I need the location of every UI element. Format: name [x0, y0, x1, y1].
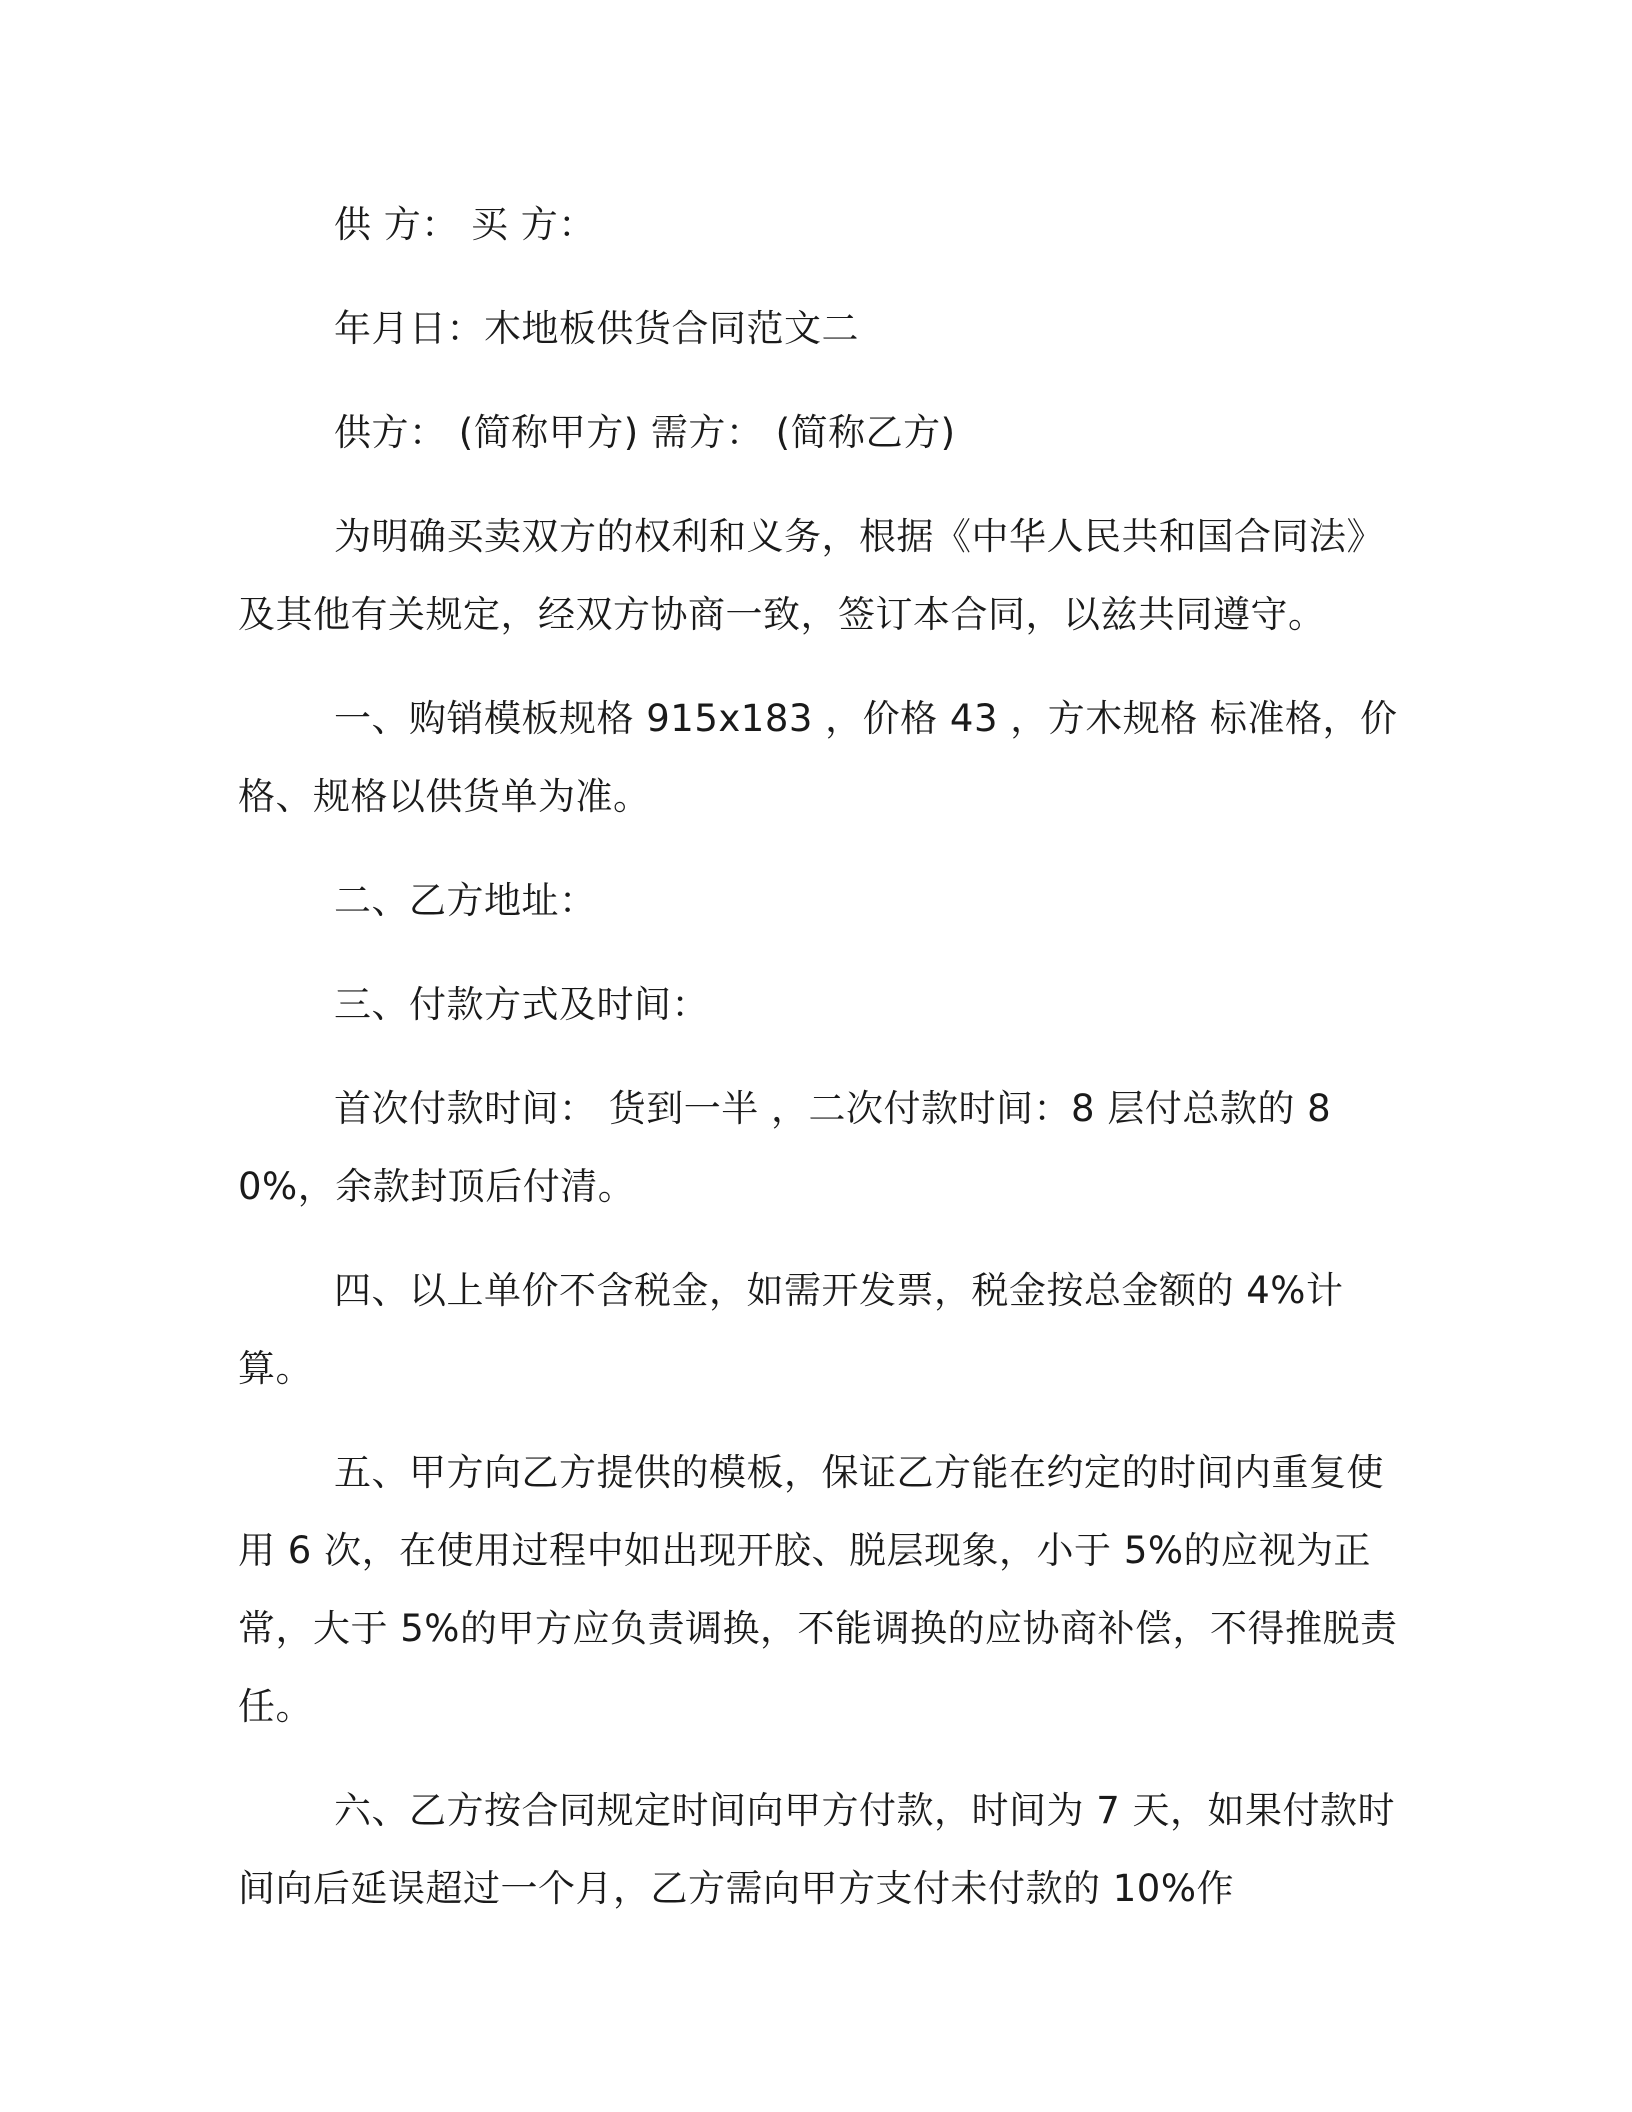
clause-2: 二、乙方地址： [334, 879, 597, 922]
date-title-line: 年月日：木地板供货合同范文二 [334, 307, 859, 350]
parties-line: 供 方： 买 方： [334, 203, 596, 246]
clause-5: 五、甲方向乙方提供的模板，保证乙方能在约定的时间内重复使用 6 次，在使用过程中如出现开胶、脱层现象，小于 5%的应视为正常，大于 5%的甲方应负责调换，不能调换的应协商补偿，不得推脱责任。 [238, 1451, 1398, 1728]
preamble-paragraph: 为明确买卖双方的权利和义务，根据《中华人民共和国合同法》及其他有关规定，经双方协商一致，签订本合同，以兹共同遵守。 [238, 515, 1384, 636]
supplier-demander-line: 供方： (简称甲方) 需方： (简称乙方) [334, 411, 956, 454]
clause-3: 三、付款方式及时间： [334, 983, 709, 1026]
clause-6: 六、乙方按合同规定时间向甲方付款，时间为 7 天，如果付款时间向后延误超过一个月，乙方需向甲方支付未付款的 10%作 [238, 1789, 1396, 1910]
clause-4: 四、以上单价不含税金，如需开发票，税金按总金额的 4%计算。 [238, 1269, 1344, 1390]
payment-terms: 首次付款时间： 货到一半 ，二次付款时间：8 层付总款的 80%，余款封顶后付清。 [238, 1087, 1332, 1208]
document-body [238, 186, 1413, 1928]
clause-1: 一、购销模板规格 915x183 ，价格 43 ，方木规格 标准格，价格、规格以供货单为准。 [238, 697, 1398, 818]
